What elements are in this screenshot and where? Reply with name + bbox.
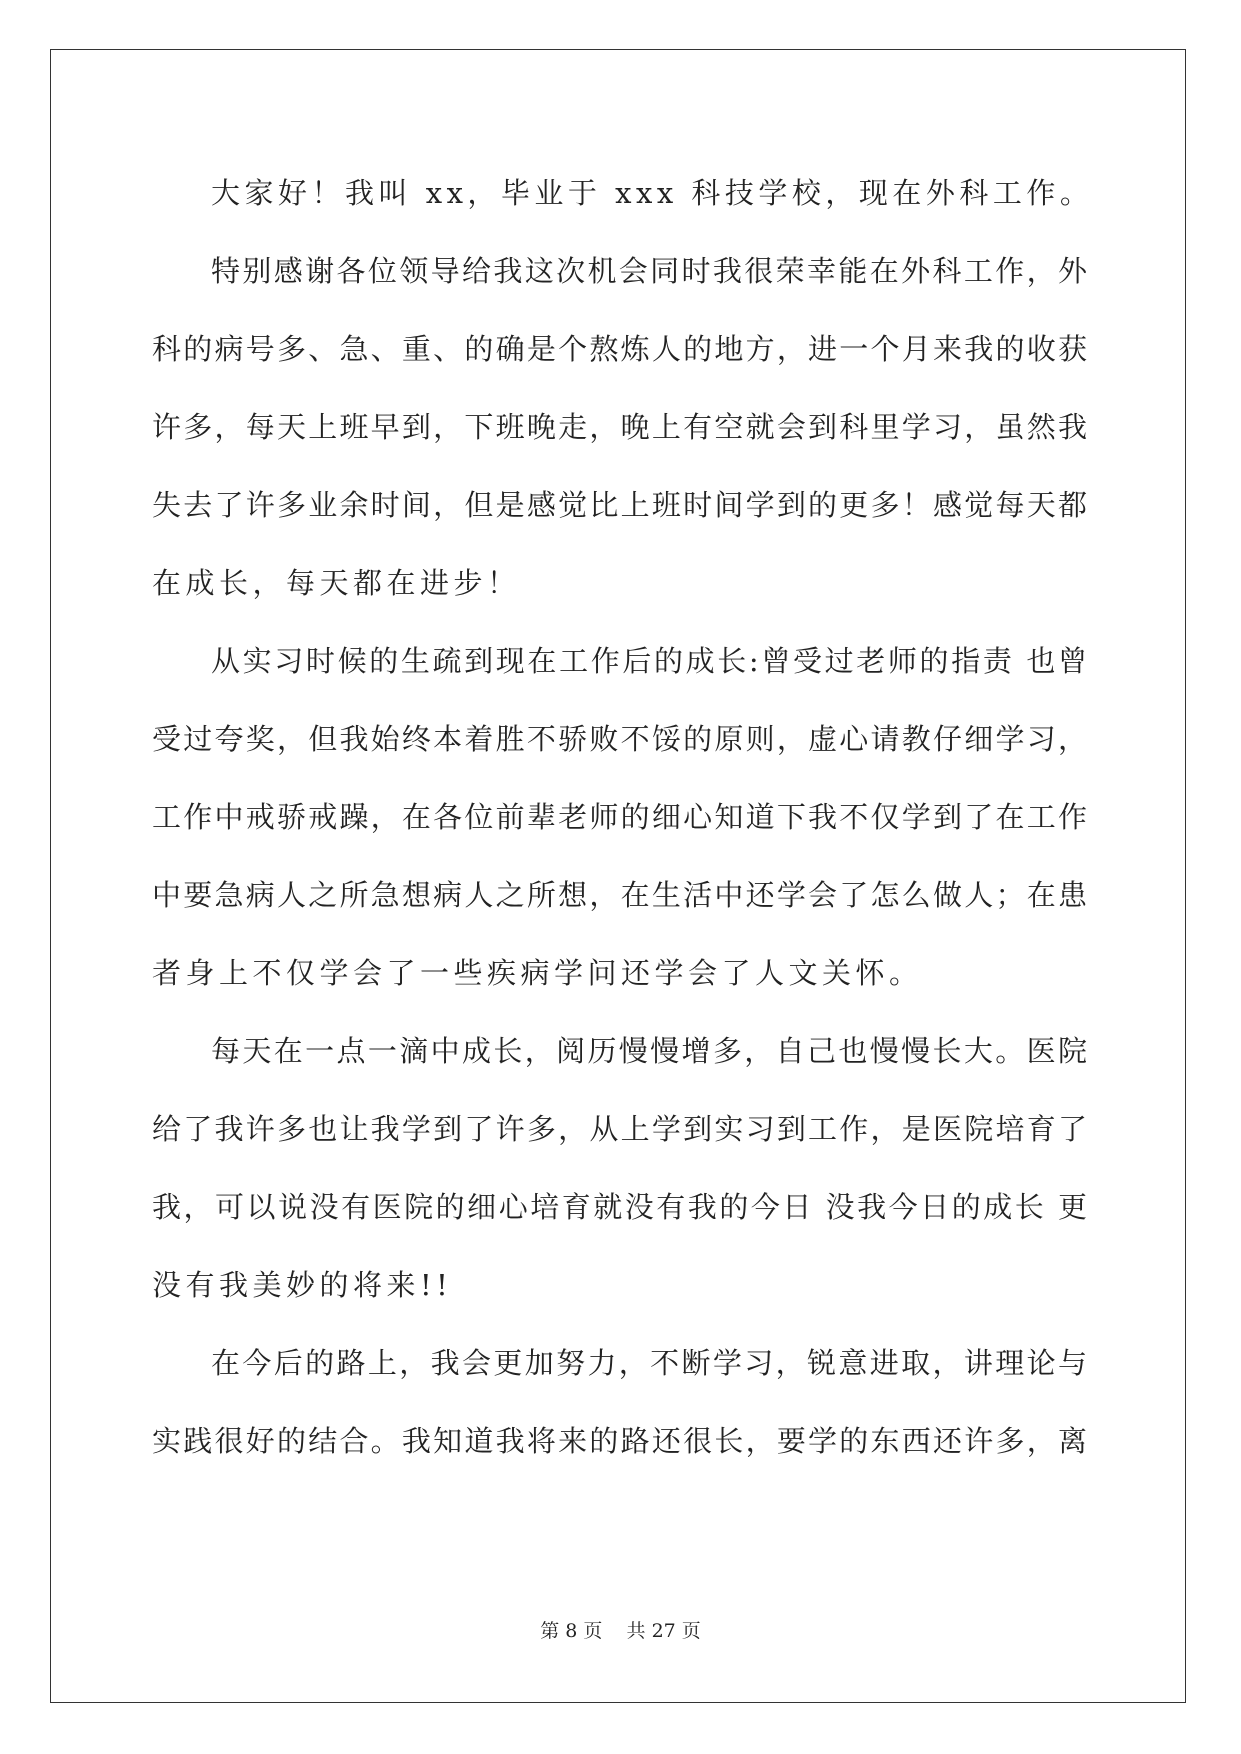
- total-pages: 共 27 页: [626, 1620, 701, 1642]
- text-line: 者身上不仅学会了一些疾病学问还学会了人文关怀。: [152, 956, 923, 990]
- text-line: 特别感谢各位领导给我这次机会同时我很荣幸能在外科工作，外: [211, 254, 1087, 288]
- text-line: 科的病号多、急、重、的确是个熬炼人的地方，进一个月来我的收获: [152, 332, 1087, 366]
- text-line: 失去了许多业余时间，但是感觉比上班时间学到的更多！感觉每天都: [152, 488, 1087, 522]
- text-line: 没有我美妙的将来!!: [152, 1268, 453, 1302]
- text-line: 每天在一点一滴中成长，阅历慢慢增多，自己也慢慢长大。医院: [211, 1034, 1087, 1068]
- text-line: 大家好！我叫 xx，毕业于 xxx 科技学校，现在外科工作。: [211, 176, 1094, 210]
- text-line: 我，可以说没有医院的细心培育就没有我的今日 没我今日的成长 更: [152, 1190, 1087, 1224]
- text-line: 从实习时候的生疏到现在工作后的成长:曾受过老师的指责 也曾: [211, 644, 1087, 678]
- text-line: 给了我许多也让我学到了许多，从上学到实习到工作，是医院培育了: [152, 1112, 1087, 1146]
- document-body: [152, 154, 1094, 1480]
- text-line: 工作中戒骄戒躁，在各位前辈老师的细心知道下我不仅学到了在工作: [152, 800, 1087, 834]
- text-line: 受过夸奖，但我始终本着胜不骄败不馁的原则，虚心请教仔细学习，: [152, 722, 1087, 756]
- text-line: 中要急病人之所急想病人之所想，在生活中还学会了怎么做人；在患: [152, 878, 1087, 912]
- text-line: 许多，每天上班早到，下班晚走，晚上有空就会到科里学习，虽然我: [152, 410, 1087, 444]
- text-line: 在成长，每天都在进步！: [152, 566, 521, 600]
- page-footer: [0, 1619, 1241, 1643]
- text-line: 在今后的路上，我会更加努力，不断学习，锐意进取，讲理论与: [211, 1346, 1087, 1380]
- page-number: 第 8 页: [540, 1620, 603, 1642]
- text-line: 实践很好的结合。我知道我将来的路还很长，要学的东西还许多，离: [152, 1424, 1087, 1458]
